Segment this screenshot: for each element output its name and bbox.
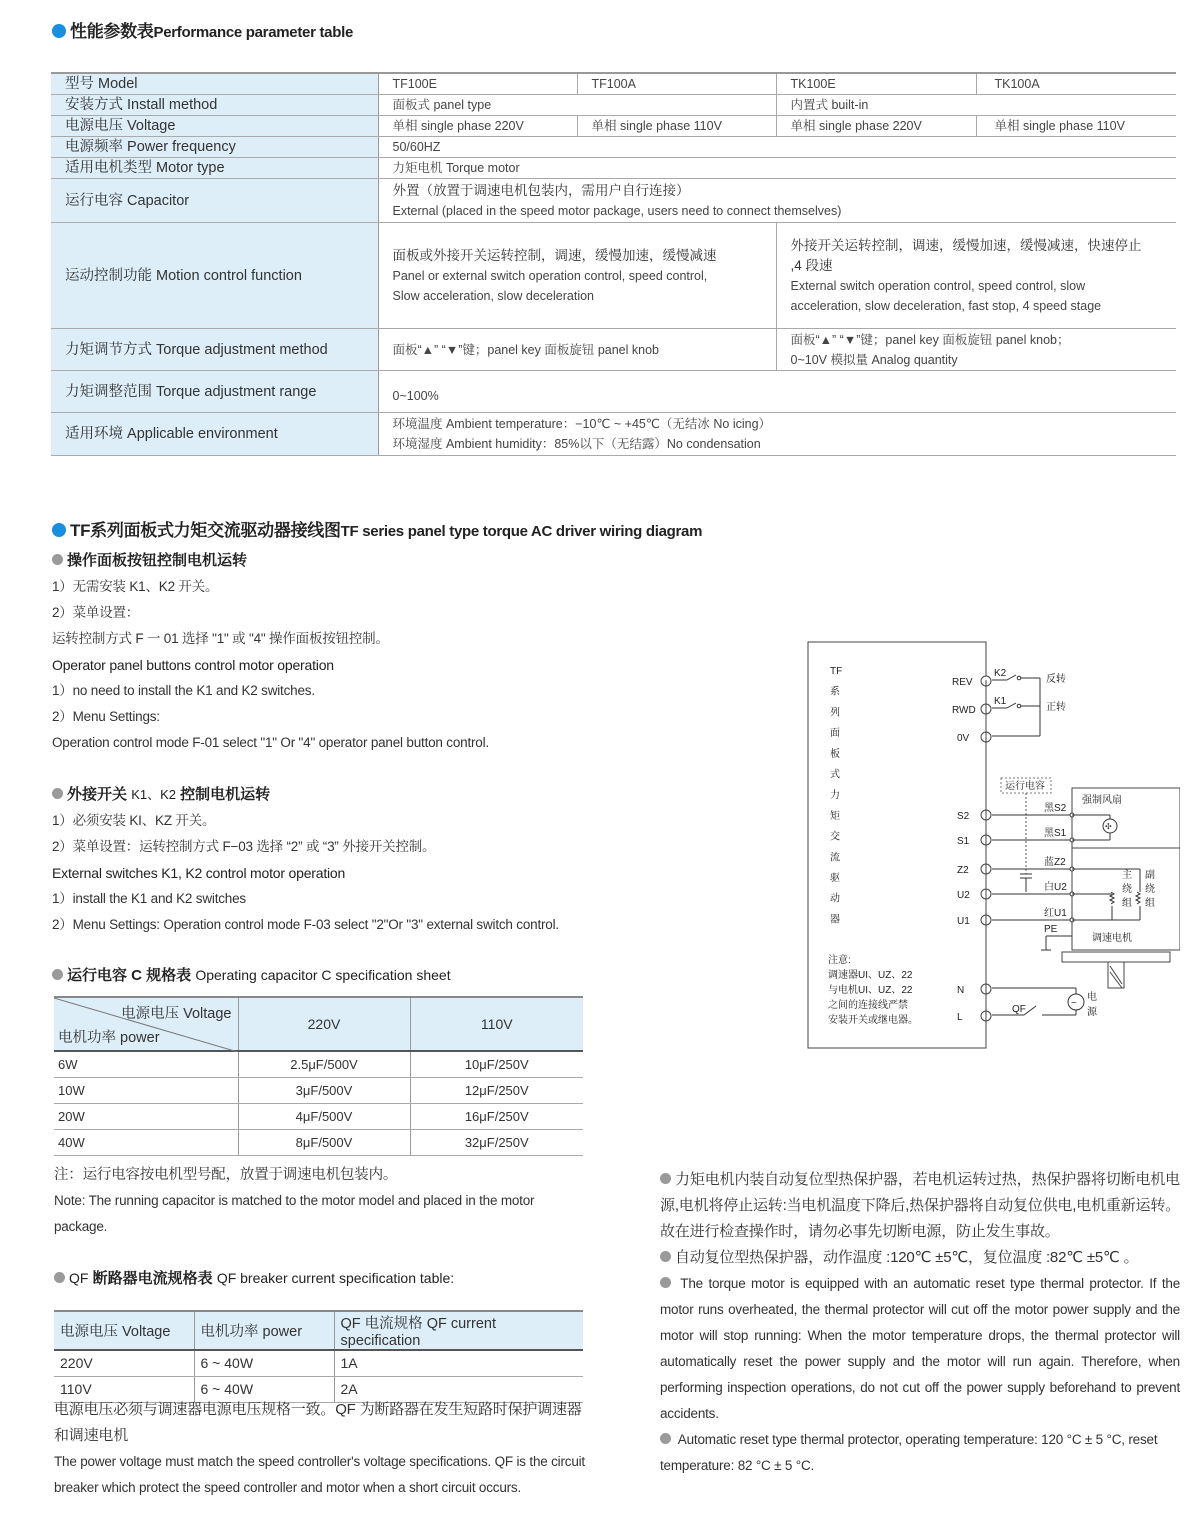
capacitor-section-title xyxy=(52,964,451,987)
cell-line: Panel or external switch operation control, speed control, xyxy=(392,268,708,283)
wire-label: 蓝Z2 xyxy=(1044,857,1066,868)
cell: 单相 single phase 110V xyxy=(577,116,776,137)
wire-label: 白U2 xyxy=(1044,882,1067,893)
k1-label: K1 xyxy=(994,696,1007,707)
qf-section-title xyxy=(54,1267,454,1290)
bullet-icon xyxy=(660,1173,671,1184)
power-label-1: 电 xyxy=(1087,992,1097,1003)
text: 自动复位型热保护器，动作温度 :120℃ ±5℃，复位温度 :82℃ ±5℃ 。 xyxy=(675,1249,1139,1266)
table-row-torque-method xyxy=(51,329,1176,371)
text-line: Operator panel buttons control motor operation xyxy=(52,657,334,673)
note-cn: 电源电压必须与调速器电源电压规格一致。QF 为断路器在发生短路时保护调速器和调速电机 xyxy=(54,1401,582,1444)
vertical-title-char: 式 xyxy=(830,769,840,781)
cell: 32μF/250V xyxy=(410,1129,583,1155)
cell xyxy=(378,223,776,329)
wire-label: 黑S1 xyxy=(1044,828,1067,839)
motor-label: 调速电机 xyxy=(1092,933,1132,944)
terminal-label: RWD xyxy=(952,705,976,716)
cell: 8μF/500V xyxy=(238,1129,410,1155)
cell: 4μF/500V xyxy=(238,1103,410,1129)
table-row-motion xyxy=(51,223,1176,329)
aux-winding-coil xyxy=(1136,892,1140,904)
table-row-motor-type xyxy=(51,158,1176,179)
power-label-2: 源 xyxy=(1087,1007,1097,1018)
cell: 20W xyxy=(54,1103,238,1129)
vertical-title-char: TF xyxy=(830,666,843,677)
terminal-label: L xyxy=(957,1012,963,1023)
terminal-label: REV xyxy=(952,677,973,688)
qf-table xyxy=(54,1310,583,1403)
aux-winding-3: 组 xyxy=(1145,898,1155,909)
text-line: Operation control mode F-01 select "1" Or "4" operator panel button control. xyxy=(52,735,489,750)
sub-section-external-switch xyxy=(52,782,652,938)
text-line: 2）Menu Settings: Operation control mode F-03 select "2"Or "3" external switch control. xyxy=(52,917,559,932)
cell: 面板式 panel type xyxy=(378,95,776,116)
cell: 0~100% xyxy=(378,371,1176,413)
cell xyxy=(776,223,1176,329)
cell: 6W xyxy=(54,1051,238,1077)
row-label: 安装方式 Install method xyxy=(51,95,378,116)
reverse-label: 反转 xyxy=(1046,674,1066,685)
title-part: QF xyxy=(69,1270,89,1286)
text: The torque motor is equipped with an automatic reset type thermal protector. If the motor runs overheated, the thermal protector will cut off the motor power supply and the motor will stop running: When the motor temperature drops, the thermal protector will automatically reset the power supply and the motor will run again. Therefore, when performing inspection operations, do not cut off the power supply beforehand to prevent accidents. xyxy=(660,1276,1180,1421)
bullet-icon xyxy=(660,1277,671,1288)
table-header xyxy=(54,997,583,1051)
row-label: 适用环境 Applicable environment xyxy=(51,413,378,456)
title-cn: 运行电容 C 规格表 xyxy=(67,967,192,984)
title-en: TF series panel type torque AC driver wiring diagram xyxy=(340,523,703,540)
cell: 2.5μF/500V xyxy=(238,1051,410,1077)
cell: 单相 single phase 220V xyxy=(776,116,976,137)
performance-table xyxy=(51,72,1176,456)
cell xyxy=(378,413,1176,456)
column-header: 电源电压 Voltage xyxy=(54,1311,194,1350)
terminal-label: 0V xyxy=(957,733,970,744)
perf-section-title xyxy=(52,17,353,42)
wire-label: PE xyxy=(1044,924,1058,935)
column-header: 220V xyxy=(238,997,410,1051)
cell-line: Slow acceleration, slow deceleration xyxy=(392,288,594,303)
sub-title-text: K1、K2 xyxy=(131,787,176,802)
text-line: 2）Menu Settings: xyxy=(52,709,160,724)
text-line: 1）no need to install the K1 and K2 switches. xyxy=(52,683,315,698)
notice-line: 之间的连接线严禁 xyxy=(828,1000,908,1011)
text-line: 运转控制方式 F 一 01 选择 "1" 或 "4" 操作面板按钮控制。 xyxy=(52,631,389,646)
notice-line: 注意: xyxy=(828,955,851,966)
cell: 50/60HZ xyxy=(378,137,1176,158)
thermal-protector-notes xyxy=(660,1167,1180,1479)
sub-section-panel-control xyxy=(52,548,632,756)
row-label: 型号 Model xyxy=(51,73,378,95)
terminals xyxy=(952,676,991,1023)
row-label: 运行电容 Capacitor xyxy=(51,179,378,223)
title-cn: TF系列面板式力矩交流驱动器接线图 xyxy=(70,521,341,540)
title-en: QF breaker current specification table: xyxy=(216,1270,455,1286)
text-line: 1）必须安装 KI、KZ 开关。 xyxy=(52,813,216,828)
cell: 3μF/500V xyxy=(238,1077,410,1103)
cell xyxy=(776,329,1176,371)
svg-text:✣: ✣ xyxy=(1105,822,1112,831)
table-row xyxy=(54,1051,583,1077)
cell: TF100E xyxy=(378,73,577,95)
notice-line: 安装开关或继电器。 xyxy=(828,1015,918,1026)
sub-title-text: 外接开关 xyxy=(67,786,128,803)
table-row-capacitor xyxy=(51,179,1176,223)
table-row xyxy=(54,1103,583,1129)
run-capacitor-label: 运行电容 xyxy=(1005,781,1045,792)
aux-winding-1: 副 xyxy=(1145,870,1155,881)
cell: TK100E xyxy=(776,73,976,95)
table-row-frequency xyxy=(51,137,1176,158)
bullet-icon xyxy=(52,788,63,799)
diagram-notice xyxy=(828,954,918,1026)
diagonal-header-cell xyxy=(54,997,238,1051)
terminal-label: S1 xyxy=(957,836,970,847)
text: 力矩电机内装自动复位型热保护器，若电机运转过热，热保护器将切断电机电源,电机将停止运转:当电机温度下降后,热保护器将自动复位供电,电机重新运转。故在进行检查操作时，请勿必事先切断电源，防止发生事故。 xyxy=(660,1171,1180,1240)
title-cn: 性能参数表 xyxy=(70,22,154,41)
note-en: Note: The running capacitor is matched to the motor model and placed in the motor package. xyxy=(54,1193,535,1234)
terminal-label: U2 xyxy=(957,890,970,901)
sub-title-text: 控制电机运转 xyxy=(180,786,271,803)
vertical-title-char: 力 xyxy=(830,790,840,802)
vertical-title-char: 动 xyxy=(830,893,840,905)
driver-vertical-title xyxy=(830,666,842,925)
row-label: 力矩调节方式 Torque adjustment method xyxy=(51,329,378,371)
cell-line: External switch operation control, speed control, slow acceleration, slow deceleration, fast stop, 4 speed stage xyxy=(790,278,1102,313)
cell: 6 ~ 40W xyxy=(194,1350,334,1376)
bullet-icon xyxy=(52,24,66,38)
k2-label: K2 xyxy=(994,668,1007,679)
notice-line: 调速器UI、UZ、22 xyxy=(828,970,913,981)
row-label: 适用电机类型 Motor type xyxy=(51,158,378,179)
table-row-torque-range xyxy=(51,371,1176,413)
wire-label: 红U1 xyxy=(1044,908,1067,919)
cell: 2A xyxy=(334,1376,583,1402)
sub-title xyxy=(52,548,632,574)
thermal-cn-2 xyxy=(660,1245,1180,1271)
text-line: 1）无需安装 K1、K2 开关。 xyxy=(52,579,219,594)
row-label: 电源频率 Power frequency xyxy=(51,137,378,158)
row-label: 运动控制功能 Motion control function xyxy=(51,223,378,329)
cell: 40W xyxy=(54,1129,238,1155)
wiring-section-title xyxy=(52,516,702,541)
main-winding-1: 主 xyxy=(1122,870,1132,881)
cell-line: 面板或外接开关运转控制，调速，缓慢加速，缓慢减速 xyxy=(392,247,717,263)
cell: 6 ~ 40W xyxy=(194,1376,334,1402)
aux-winding-2: 绕 xyxy=(1145,884,1155,895)
header-bottom: 电机功率 power xyxy=(58,1030,160,1046)
cell-line: 外置（放置于调速电机包装内，需用户自行连接） xyxy=(392,182,690,198)
bullet-icon xyxy=(52,554,63,565)
capacitor-table xyxy=(54,996,583,1156)
vertical-title-char: 板 xyxy=(830,748,840,760)
vertical-title-char: 系 xyxy=(830,686,840,698)
notice-line: 与电机UI、UZ、22 xyxy=(828,985,913,996)
vertical-title-char: 流 xyxy=(830,852,840,864)
note-en: The power voltage must match the speed controller's voltage specifications. QF is the circuit breaker which protect the speed controller and motor when a short circuit occurs. xyxy=(54,1454,585,1495)
table-row xyxy=(54,1077,583,1103)
table-row-install xyxy=(51,95,1176,116)
terminal-label: S2 xyxy=(957,811,970,822)
column-header: 110V xyxy=(410,997,583,1051)
table-row xyxy=(54,1350,583,1376)
cell: 10μF/250V xyxy=(410,1051,583,1077)
row-label: 电源电压 Voltage xyxy=(51,116,378,137)
fan-label: 强制风扇 xyxy=(1082,795,1122,806)
text-line: 2）菜单设置：运转控制方式 F−03 选择 “2” 或 “3” 外接开关控制。 xyxy=(52,839,436,854)
qf-note xyxy=(54,1397,589,1501)
text-line: 1）install the K1 and K2 switches xyxy=(52,891,246,906)
title-cn: 断路器电流规格表 xyxy=(92,1270,213,1287)
cell: 16μF/250V xyxy=(410,1103,583,1129)
thermal-en-1 xyxy=(660,1271,1180,1427)
table-row-model xyxy=(51,73,1176,95)
column-header: QF 电流规格 QF current specification xyxy=(334,1311,583,1350)
vertical-title-char: 交 xyxy=(830,831,840,843)
sub-title-text: 操作面板按钮控制电机运转 xyxy=(67,552,248,569)
cell-line: 0~10V 模拟量 Analog quantity xyxy=(790,352,958,367)
table-row-voltage xyxy=(51,116,1176,137)
wiring-diagram xyxy=(800,630,1180,1060)
table-row xyxy=(54,1129,583,1155)
wire-label: 黑S2 xyxy=(1044,803,1067,814)
cell: 单相 single phase 220V xyxy=(378,116,577,137)
capacitor-note xyxy=(54,1162,584,1240)
cell: 110V xyxy=(54,1376,194,1402)
main-winding-2: 绕 xyxy=(1122,884,1132,895)
cell: TF100A xyxy=(577,73,776,95)
title-en: Performance parameter table xyxy=(153,24,353,41)
terminal-label: Z2 xyxy=(957,865,969,876)
qf-label: QF xyxy=(1012,1004,1026,1015)
row-label: 力矩调整范围 Torque adjustment range xyxy=(51,371,378,413)
thermal-en-2 xyxy=(660,1427,1180,1479)
title-en: Operating capacitor C specification sheet xyxy=(195,967,451,983)
cell-line: External (placed in the speed motor package, users need to connect themselves) xyxy=(392,203,842,218)
text-line: 2）菜单设置： xyxy=(52,605,140,620)
motor-wires xyxy=(992,802,1140,935)
vertical-title-char: 驱 xyxy=(830,873,840,884)
cell: 单相 single phase 110V xyxy=(976,116,1176,137)
vertical-title-char: 矩 xyxy=(830,810,840,822)
note-cn: 注：运行电容按电机型号配，放置于调速电机包装内。 xyxy=(54,1167,398,1183)
cell-line: 环境温度 Ambient temperature：−10℃ ~ +45℃（无结冰 No icing） xyxy=(392,417,772,431)
svg-text:~: ~ xyxy=(1071,998,1077,1009)
cell-line: 外接开关运转控制，调速，缓慢加速，缓慢减速，快速停止 ,4 段速 xyxy=(790,237,1142,273)
column-header: 电机功率 power xyxy=(194,1311,334,1350)
vertical-title-char: 器 xyxy=(830,914,840,926)
sub-title xyxy=(52,782,652,808)
cell: 力矩电机 Torque motor xyxy=(378,158,1176,179)
text-line: External switches K1, K2 control motor operation xyxy=(52,865,346,881)
cell: TK100A xyxy=(976,73,1176,95)
thermal-cn-1 xyxy=(660,1167,1180,1245)
bullet-icon xyxy=(54,1272,65,1283)
cell-line: 面板“▲” “▼”键；panel key 面板旋钮 panel knob； xyxy=(790,332,1070,347)
bullet-icon xyxy=(660,1433,671,1444)
header-top: 电源电压 Voltage xyxy=(121,1006,232,1022)
vertical-title-char: 列 xyxy=(830,707,840,719)
table-row-environment xyxy=(51,413,1176,456)
terminal-label: U1 xyxy=(957,916,970,927)
terminal-label: N xyxy=(957,985,965,996)
text: Automatic reset type thermal protector, operating temperature: 120 °C ± 5 °C, reset temperature: 82 °C ± 5 °C. xyxy=(660,1432,1158,1473)
forward-label: 正转 xyxy=(1046,702,1066,713)
table-header xyxy=(54,1311,583,1350)
vertical-title-char: 面 xyxy=(830,728,840,740)
bullet-icon xyxy=(660,1251,671,1262)
bullet-icon xyxy=(52,523,66,537)
main-winding-3: 组 xyxy=(1122,898,1132,909)
bullet-icon xyxy=(52,969,63,980)
cell xyxy=(378,179,1176,223)
motor-base xyxy=(1062,952,1170,962)
cell-line: 环境湿度 Ambient humidity：85%以下（无结露）No condensation xyxy=(392,437,761,451)
cell: 12μF/250V xyxy=(410,1077,583,1103)
cell: 面板“▲” “▼”键；panel key 面板旋钮 panel knob xyxy=(378,329,776,371)
cell: 1A xyxy=(334,1350,583,1376)
cell: 220V xyxy=(54,1350,194,1376)
cell: 内置式 built-in xyxy=(776,95,1176,116)
cell: 10W xyxy=(54,1077,238,1103)
